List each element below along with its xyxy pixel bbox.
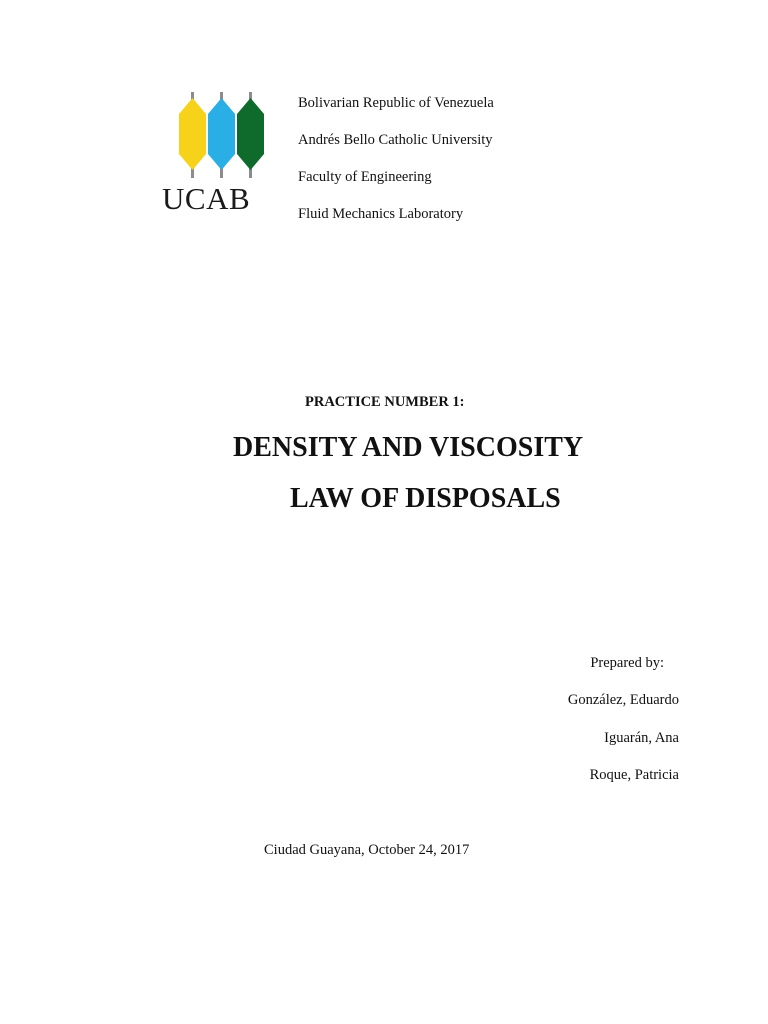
title-line-2: LAW OF DISPOSALS: [290, 483, 561, 514]
logo-blue-shape: [208, 98, 235, 170]
institution-country: Bolivarian Republic of Venezuela: [298, 95, 494, 111]
institution-faculty: Faculty of Engineering: [298, 169, 432, 185]
logo-yellow-shape: [179, 98, 206, 170]
author-name: Roque, Patricia: [589, 767, 679, 783]
institution-laboratory: Fluid Mechanics Laboratory: [298, 206, 464, 222]
author-name: González, Eduardo: [567, 692, 679, 708]
place-and-date: Ciudad Guayana, October 24, 2017: [264, 842, 470, 858]
ucab-logo-emblem: [160, 92, 270, 182]
practice-number: PRACTICE NUMBER 1:: [305, 394, 465, 410]
logo-wordmark: UCAB: [162, 181, 251, 216]
institution-university: Andrés Bello Catholic University: [298, 132, 493, 148]
prepared-by-label: Prepared by:: [590, 655, 664, 671]
author-name: Iguarán, Ana: [604, 730, 679, 746]
title-line-1: DENSITY AND VISCOSITY: [233, 432, 584, 463]
logo-green-shape: [237, 98, 264, 170]
